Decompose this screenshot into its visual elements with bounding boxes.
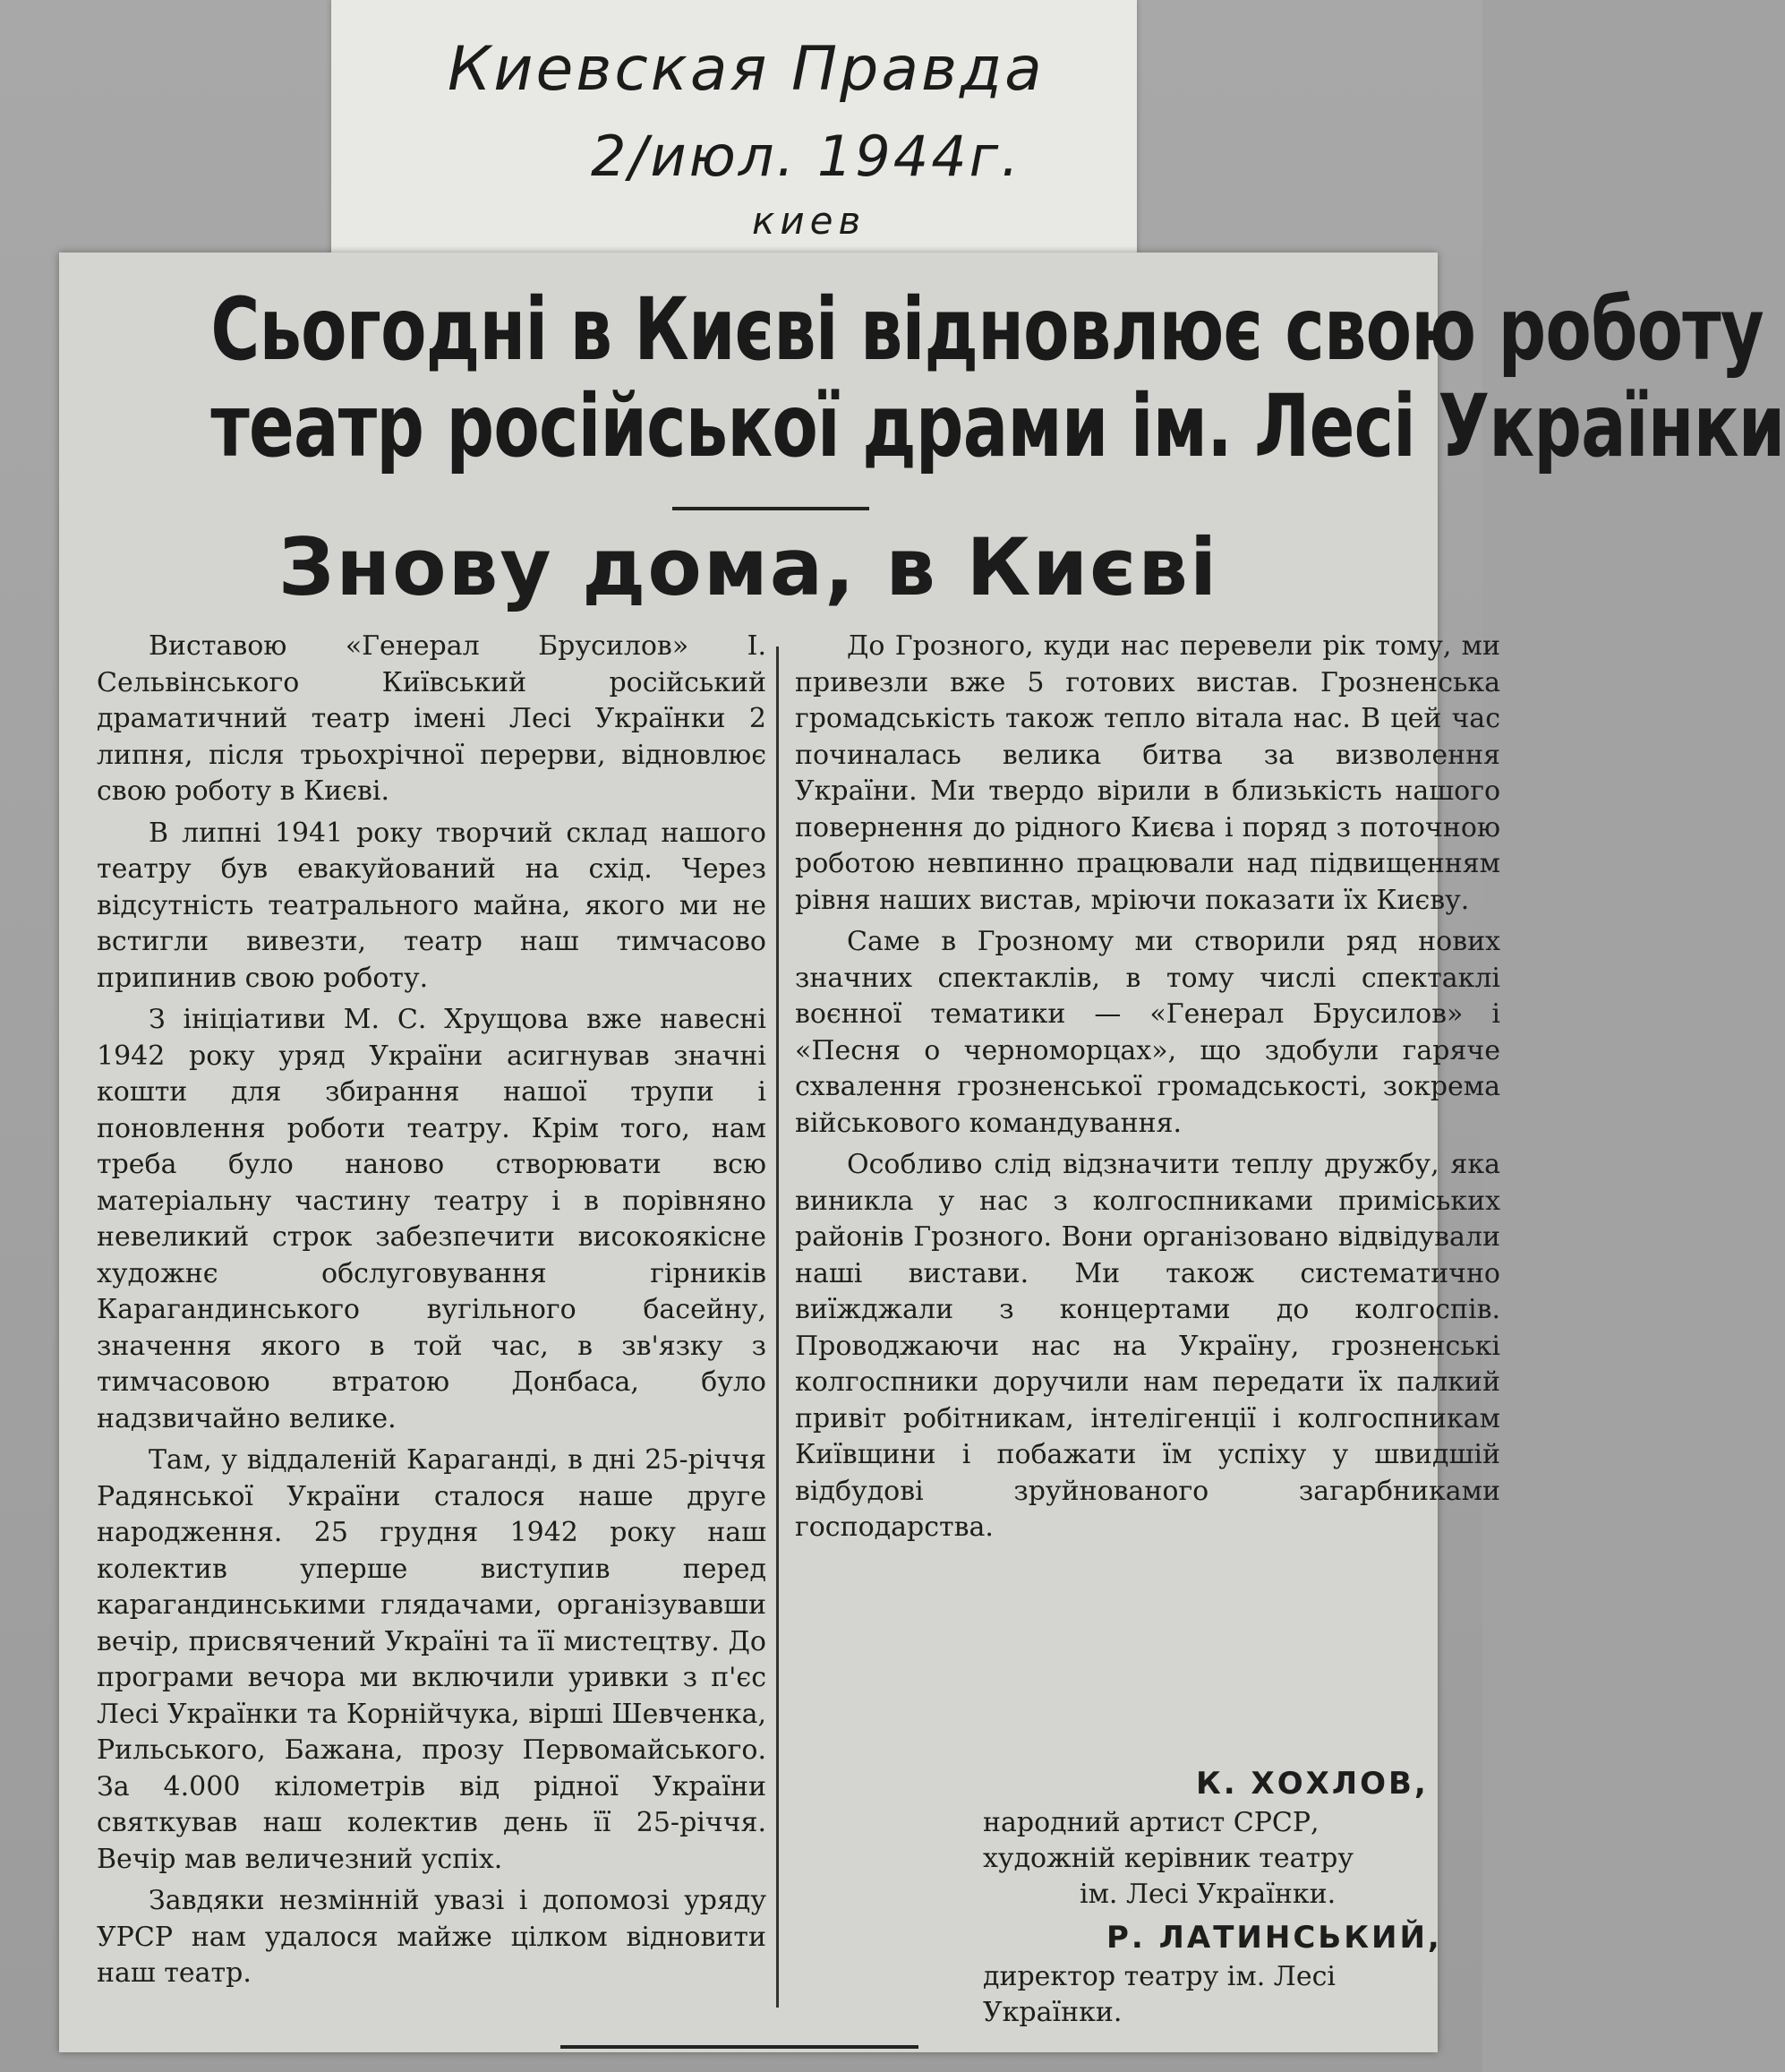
signature-2-title xyxy=(983,1959,1336,2031)
article-left-column xyxy=(97,629,766,1998)
paragraph: Особливо слід відзначити теплу дружбу, яка виникла у нас з колгоспниками приміських районів Грозного. Вони організовано відвідували наші вистави. Ми також систематично виїжджали з концертами до колгоспів. Проводжаючи нас на Україну, грозненські колгоспники доручили нам передати їх палкий привіт робітникам, інтелігенції і колгоспникам Київщини і побажати їм успіху у швидшій відбудові зруйнованого загарбниками господарства. xyxy=(795,1149,1500,1543)
column-divider xyxy=(776,646,779,2008)
handwritten-newspaper-name: Киевская Правда xyxy=(448,34,1045,105)
signature-1-title xyxy=(983,1805,1354,1913)
paragraph: Завдяки незмінній увазі і допомозі уряду УРСР нам удалося майже цілком відновити наш театр. xyxy=(97,1885,766,1989)
paragraph: Виставою «Генерал Брусилов» І. Сельвінського Київський російський драматичний театр імені Лесі Українки 2 липня, після трьохрічної перерви, відновлює свою роботу в Києві. xyxy=(97,630,766,807)
signature-1-name: К. ХОХЛОВ, xyxy=(1196,1766,1429,1802)
signature-title-line: народний артист СРСР, xyxy=(983,1807,1320,1838)
paragraph: Там, у віддаленій Караганді, в дні 25-річчя Радянської України сталося наше друге народження. 25 грудня 1942 року наш колектив уперше виступив перед карагандинськими глядачами, організувавши вечір, присвячений Україні та її мистецтву. До програми вечора ми включили уривки з п'єс Лесі Українки та Корнійчука, вірші Шевченка, Рильського, Бажана, прозу Первомайського. За 4.000 кілометрів від рідної України святкував наш колектив день її 25-річчя. Вечір мав величезний успіх. xyxy=(97,1444,766,1875)
paragraph: До Грозного, куди нас перевели рік тому, ми привезли вже 5 готових вистав. Грозненська громадськість також тепло вітала нас. В цей час починалась велика битва за визволення України. Ми твердо вірили в близькість нашого повернення до рідного Києва і поряд з поточною роботою невпинно працювали над підвищенням рівня наших вистав, мріючи показати їх Києву. xyxy=(795,630,1500,916)
bottom-divider xyxy=(560,2045,918,2049)
handwritten-city: киев xyxy=(752,199,867,243)
signature-title-line: ім. Лесі Українки. xyxy=(1080,1879,1337,1910)
handwritten-date: 2/июл. 1944г. xyxy=(591,124,1021,189)
signature-2-name: Р. ЛАТИНСЬКИЙ, xyxy=(1106,1920,1442,1956)
subheadline: Знову дома, в Києві xyxy=(278,521,1219,613)
paragraph: З ініціативи М. С. Хрущова вже навесні 1942 року уряд України асигнував значні кошти для збирання нашої трупи і поновлення роботи театру. Крім того, нам треба було наново створювати всю матеріальну частину театру і в порівняно невеликий строк забезпечити високоякісне художнє обслуговування гірників Карагандинського вугільного басейну, значення якого в той час, в зв'язку з тимчасовою втратою Донбаса, було надзвичайно велике. xyxy=(97,1004,766,1434)
headline-divider xyxy=(672,507,869,510)
article-right-column xyxy=(795,629,1500,1552)
paragraph: В липні 1941 року творчий склад нашого театру був евакуйований на схід. Через відсутність театрального майна, якого ми не встигли вивезти, театр наш тимчасово припинив свою роботу. xyxy=(97,817,766,994)
newspaper-clipping xyxy=(59,253,1785,2052)
signature-title-line: директор театру ім. Лесі xyxy=(983,1961,1336,1992)
signature-title-line: Українки. xyxy=(983,1997,1123,2028)
headline-line-1: Сьогодні в Києві відновлює свою роботу xyxy=(210,279,1764,380)
signature-title-line: художній керівник театру xyxy=(983,1843,1354,1874)
paragraph: Саме в Грозному ми створили ряд нових значних спектаклів, в тому числі спектаклі воєнної тематики — «Генерал Брусилов» і «Песня о черноморцах», що здобули гаряче схвалення грозненської громадськості, зокрема військового командування. xyxy=(795,926,1500,1139)
headline-line-2: театр російської драми ім. Лесі Українки xyxy=(210,376,1785,476)
